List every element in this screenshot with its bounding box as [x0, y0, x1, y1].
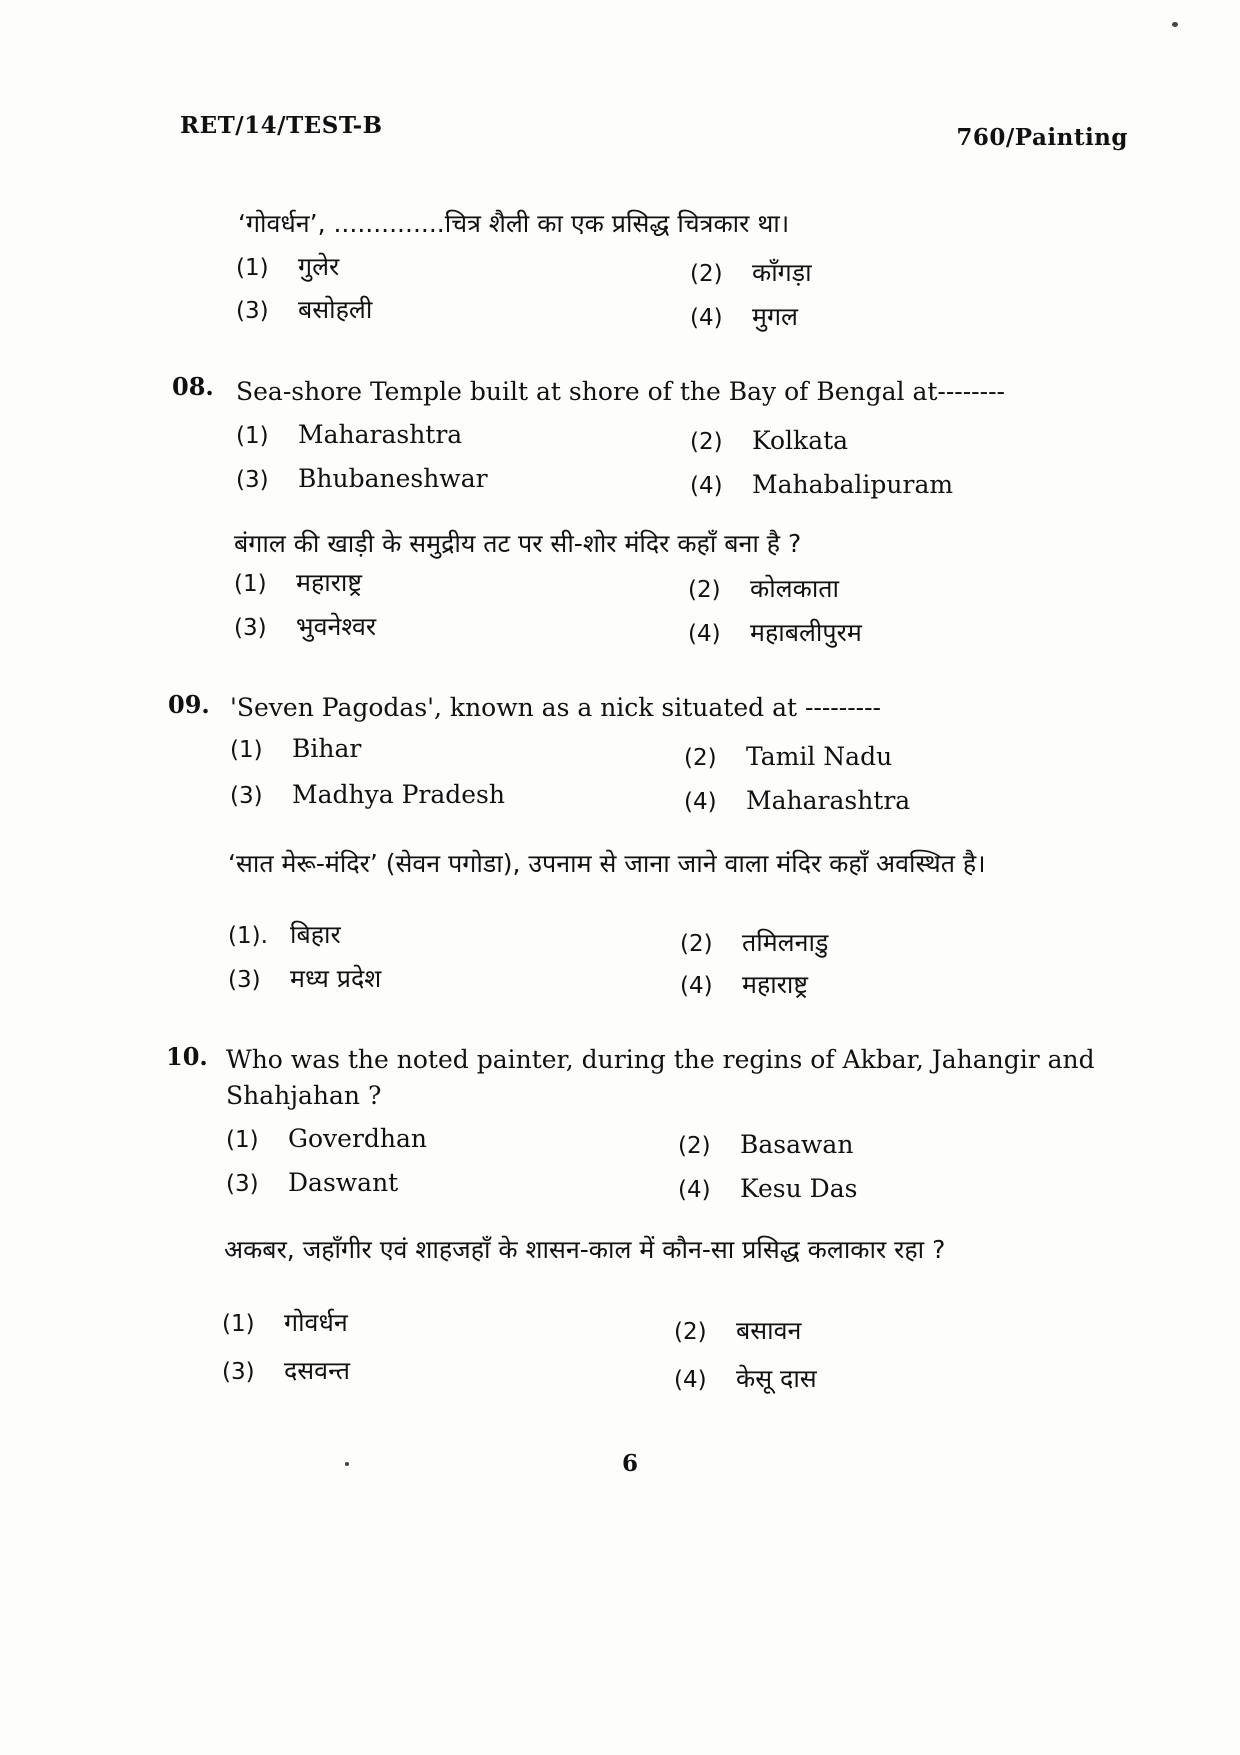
- q09-option-1: [230, 732, 361, 767]
- q08-number: 08.: [172, 372, 214, 401]
- q10-text: Who was the noted painter, during the regins of Akbar, Jahangir and Shahjahan ?: [226, 1045, 1095, 1110]
- option-number: (4): [684, 789, 717, 815]
- option-label: महाराष्ट्र: [742, 970, 809, 999]
- option-number: (1): [236, 255, 269, 281]
- option-number: (2): [674, 1319, 707, 1345]
- q09-number: 09.: [168, 690, 210, 719]
- q08-hindi-option-3: [234, 610, 376, 645]
- option-number: (1).: [228, 923, 268, 949]
- q07-hindi-text: ‘गोवर्धन’, ..............चित्र शैली का एक प्रसिद्ध चित्रकार था।: [238, 209, 790, 238]
- q09-hindi-option-4: [680, 968, 808, 1003]
- option-label: गोवर्धन: [284, 1308, 348, 1337]
- option-number: (4): [680, 973, 713, 999]
- q09-hindi-option-3: [228, 962, 381, 997]
- q07-hindi-option-1: [236, 250, 339, 285]
- option-label: बिहार: [290, 920, 341, 949]
- option-label: कोलकाता: [750, 574, 840, 603]
- option-number: (4): [674, 1367, 707, 1393]
- q10-hindi-option-2: [674, 1314, 801, 1349]
- subject-code: 760/Painting: [956, 124, 1128, 151]
- option-number: (1): [236, 423, 269, 449]
- option-label: बसावन: [736, 1316, 802, 1345]
- option-number: (1): [222, 1311, 255, 1337]
- option-number: (4): [688, 621, 721, 647]
- option-label: गुलेर: [298, 252, 340, 281]
- q09-option-3: [230, 778, 505, 813]
- q09-option-2: [684, 740, 892, 775]
- option-label: Madhya Pradesh: [292, 780, 505, 809]
- option-label: बसोहली: [298, 295, 373, 324]
- q10-option-1: [226, 1122, 427, 1157]
- option-label: Maharashtra: [746, 786, 911, 815]
- option-label: महाबलीपुरम: [750, 618, 862, 647]
- page-number: 6: [622, 1450, 639, 1477]
- q08-option-4: [690, 468, 953, 503]
- option-label: मुगल: [752, 302, 798, 331]
- option-label: तमिलनाडु: [742, 928, 829, 957]
- q09-hindi-option-1: [228, 918, 341, 953]
- option-number: (2): [688, 577, 721, 603]
- option-label: Basawan: [740, 1130, 854, 1159]
- q08-hindi-option-1: [234, 566, 362, 601]
- q07-hindi-option-2: [690, 256, 812, 291]
- option-label: दसवन्त: [284, 1356, 351, 1385]
- q09-hindi-text: ‘सात मेरू-मंदिर’ (सेवन पगोडा), उपनाम से जाना जाने वाला मंदिर कहाँ अवस्थित है।: [228, 849, 986, 878]
- option-number: (3): [230, 783, 263, 809]
- option-number: (4): [678, 1177, 711, 1203]
- option-label: Goverdhan: [288, 1124, 428, 1153]
- q10-hindi-option-3: [222, 1354, 350, 1389]
- q09-option-4: [684, 784, 910, 819]
- q07-hindi-option-4: [690, 300, 798, 335]
- option-number: (1): [230, 737, 263, 763]
- q08-option-3: [236, 462, 488, 497]
- q07-hindi-option-3: [236, 293, 372, 328]
- q08-hindi-option-4: [688, 616, 862, 651]
- option-label: Bihar: [292, 734, 362, 763]
- q08-option-2: [690, 424, 848, 459]
- option-label: महाराष्ट्र: [296, 568, 363, 597]
- q10-hindi-text: अकबर, जहाँगीर एवं शाहजहाँ के शासन-काल में कौन-सा प्रसिद्ध कलाकार रहा ?: [224, 1235, 946, 1264]
- option-label: Maharashtra: [298, 420, 463, 449]
- q10-option-3: [226, 1166, 398, 1201]
- option-number: (1): [226, 1127, 259, 1153]
- option-number: (2): [680, 931, 713, 957]
- option-number: (3): [226, 1171, 259, 1197]
- option-number: (1): [234, 571, 267, 597]
- q10-hindi-option-4: [674, 1362, 817, 1397]
- q10-hindi-option-1: [222, 1306, 348, 1341]
- option-label: काँगड़ा: [752, 258, 812, 287]
- scan-speck: [1172, 22, 1178, 27]
- scan-speck: [345, 1462, 349, 1466]
- q08-text: Sea-shore Temple built at shore of the Bay of Bengal at--------: [236, 377, 1005, 406]
- option-label: Kolkata: [752, 426, 849, 455]
- q08-hindi-text: बंगाल की खाड़ी के समुद्रीय तट पर सी-शोर मंदिर कहाँ बना है ?: [234, 529, 802, 558]
- option-number: (3): [236, 298, 269, 324]
- option-number: (2): [684, 745, 717, 771]
- q10-option-2: [678, 1128, 853, 1163]
- option-number: (2): [690, 261, 723, 287]
- option-label: Tamil Nadu: [746, 742, 893, 771]
- option-label: Mahabalipuram: [752, 470, 954, 499]
- q10-option-4: [678, 1172, 857, 1207]
- q08-hindi-option-2: [688, 572, 839, 607]
- option-number: (4): [690, 473, 723, 499]
- option-number: (3): [234, 615, 267, 641]
- option-label: Kesu Das: [740, 1174, 858, 1203]
- option-number: (4): [690, 305, 723, 331]
- option-number: (3): [222, 1359, 255, 1385]
- option-label: Daswant: [288, 1168, 399, 1197]
- paper-code: RET/14/TEST-B: [180, 112, 383, 139]
- option-number: (2): [690, 429, 723, 455]
- option-label: मध्य प्रदेश: [290, 964, 382, 993]
- q08-option-1: [236, 418, 462, 453]
- option-label: भुवनेश्वर: [296, 612, 377, 641]
- option-label: Bhubaneshwar: [298, 464, 488, 493]
- q09-text: 'Seven Pagodas', known as a nick situated at ---------: [230, 693, 881, 722]
- q10-number: 10.: [166, 1042, 208, 1071]
- option-label: केसू दास: [736, 1364, 817, 1393]
- option-number: (3): [236, 467, 269, 493]
- q09-hindi-option-2: [680, 926, 828, 961]
- option-number: (2): [678, 1133, 711, 1159]
- option-number: (3): [228, 967, 261, 993]
